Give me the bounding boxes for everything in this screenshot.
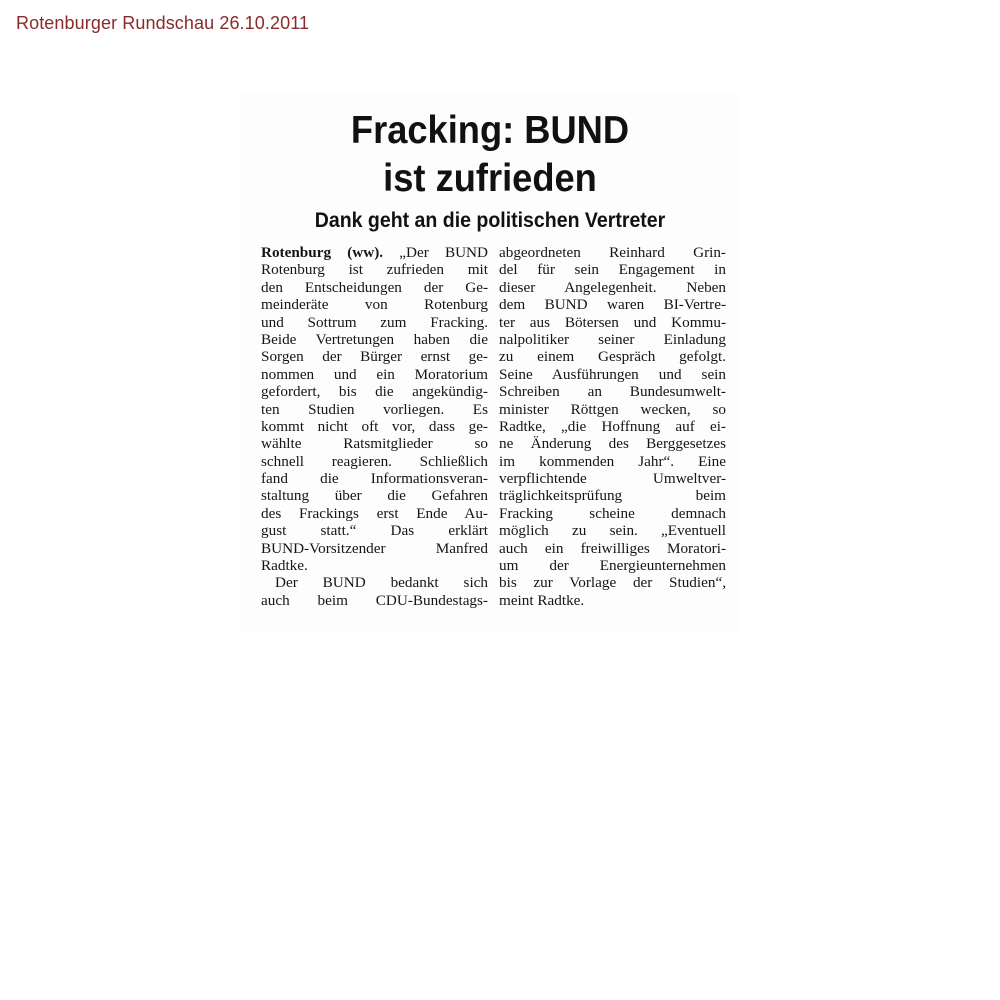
article-line: auch beim CDU-Bundestags- [261,591,488,609]
article-line: um der Energieunternehmen [499,557,726,575]
article-line: zu einem Gespräch gefolgt. [499,348,726,366]
article-line: del für sein Engagement in [499,261,726,279]
headline-line-1: Fracking: BUND [350,109,630,152]
article-line: staltung über die Gefahren [261,487,488,505]
dateline: Rotenburg (ww). [261,244,384,261]
article-line: Der BUND bedankt sich [275,574,488,592]
article-line: gust statt.“ Das erklärt [261,522,488,540]
article-line: Radtke. [261,557,308,575]
article-line: abgeordneten Reinhard Grin- [499,244,726,261]
article-line: dieser Angelegenheit. Neben [499,278,726,296]
article-line: nommen und ein Moratorium [261,365,488,383]
subheadline: Dank geht an die politischen Vertreter [314,209,666,232]
article-line: Sorgen der Bürger ernst ge- [261,348,488,366]
article-line: möglich zu sein. „Eventuell [499,522,726,540]
article-line: im kommenden Jahr“. Eine [499,452,726,470]
article-line: Beide Vertretungen haben die [261,330,488,348]
article-line: auch ein freiwilliges Moratori- [499,539,726,557]
newspaper-clipping [240,92,740,632]
article-line: träglichkeitsprüfung beim [499,487,726,505]
article-line: nalpolitiker seiner Einladung [499,330,726,348]
article-line: wählte Ratsmitglieder so [261,435,488,453]
article-line: kommt nicht oft vor, dass ge- [261,417,488,435]
article-line: und Sottrum zum Fracking. [261,313,488,331]
article-line: ter aus Bötersen und Kommu- [499,313,726,331]
article-line: verpflichtende Umweltver- [499,470,726,488]
article-line: BUND-Vorsitzender Manfred [261,539,488,557]
article-line: meint Radtke. [499,591,585,609]
article-line: Rotenburg ist zufrieden mit [261,261,488,279]
article-line: bis zur Vorlage der Studien“, [499,574,726,592]
article-line: Schreiben an Bundesumwelt- [499,383,726,401]
article-column-right [499,244,726,609]
article-line: Seine Ausführungen und sein [499,365,726,383]
article-line: Radtke, „die Hoffnung auf ei- [499,417,726,435]
article-line: minister Röttgen wecken, so [499,400,726,418]
article-column-left [261,244,488,609]
article-line: den Entscheidungen der Ge- [261,278,488,296]
article-line: schnell reagieren. Schließlich [261,452,488,470]
article-line: ten Studien vorliegen. Es [261,400,488,418]
article-line: dem BUND waren BI-Vertre- [499,296,726,314]
article-line: ne Änderung des Berggesetzes [499,435,726,453]
article-line: gefordert, bis die angekündig- [261,383,488,401]
article-line [261,244,488,261]
article-line: meinderäte von Rotenburg [261,296,488,314]
article-line: Fracking scheine demnach [499,504,726,522]
article-line: des Frackings erst Ende Au- [261,504,488,522]
article-line-text: „Der BUND [383,244,488,261]
article-line: fand die Informationsveran- [261,470,488,488]
source-caption: Rotenburger Rundschau 26.10.2011 [16,13,310,33]
headline-line-2: ist zufrieden [383,157,597,200]
